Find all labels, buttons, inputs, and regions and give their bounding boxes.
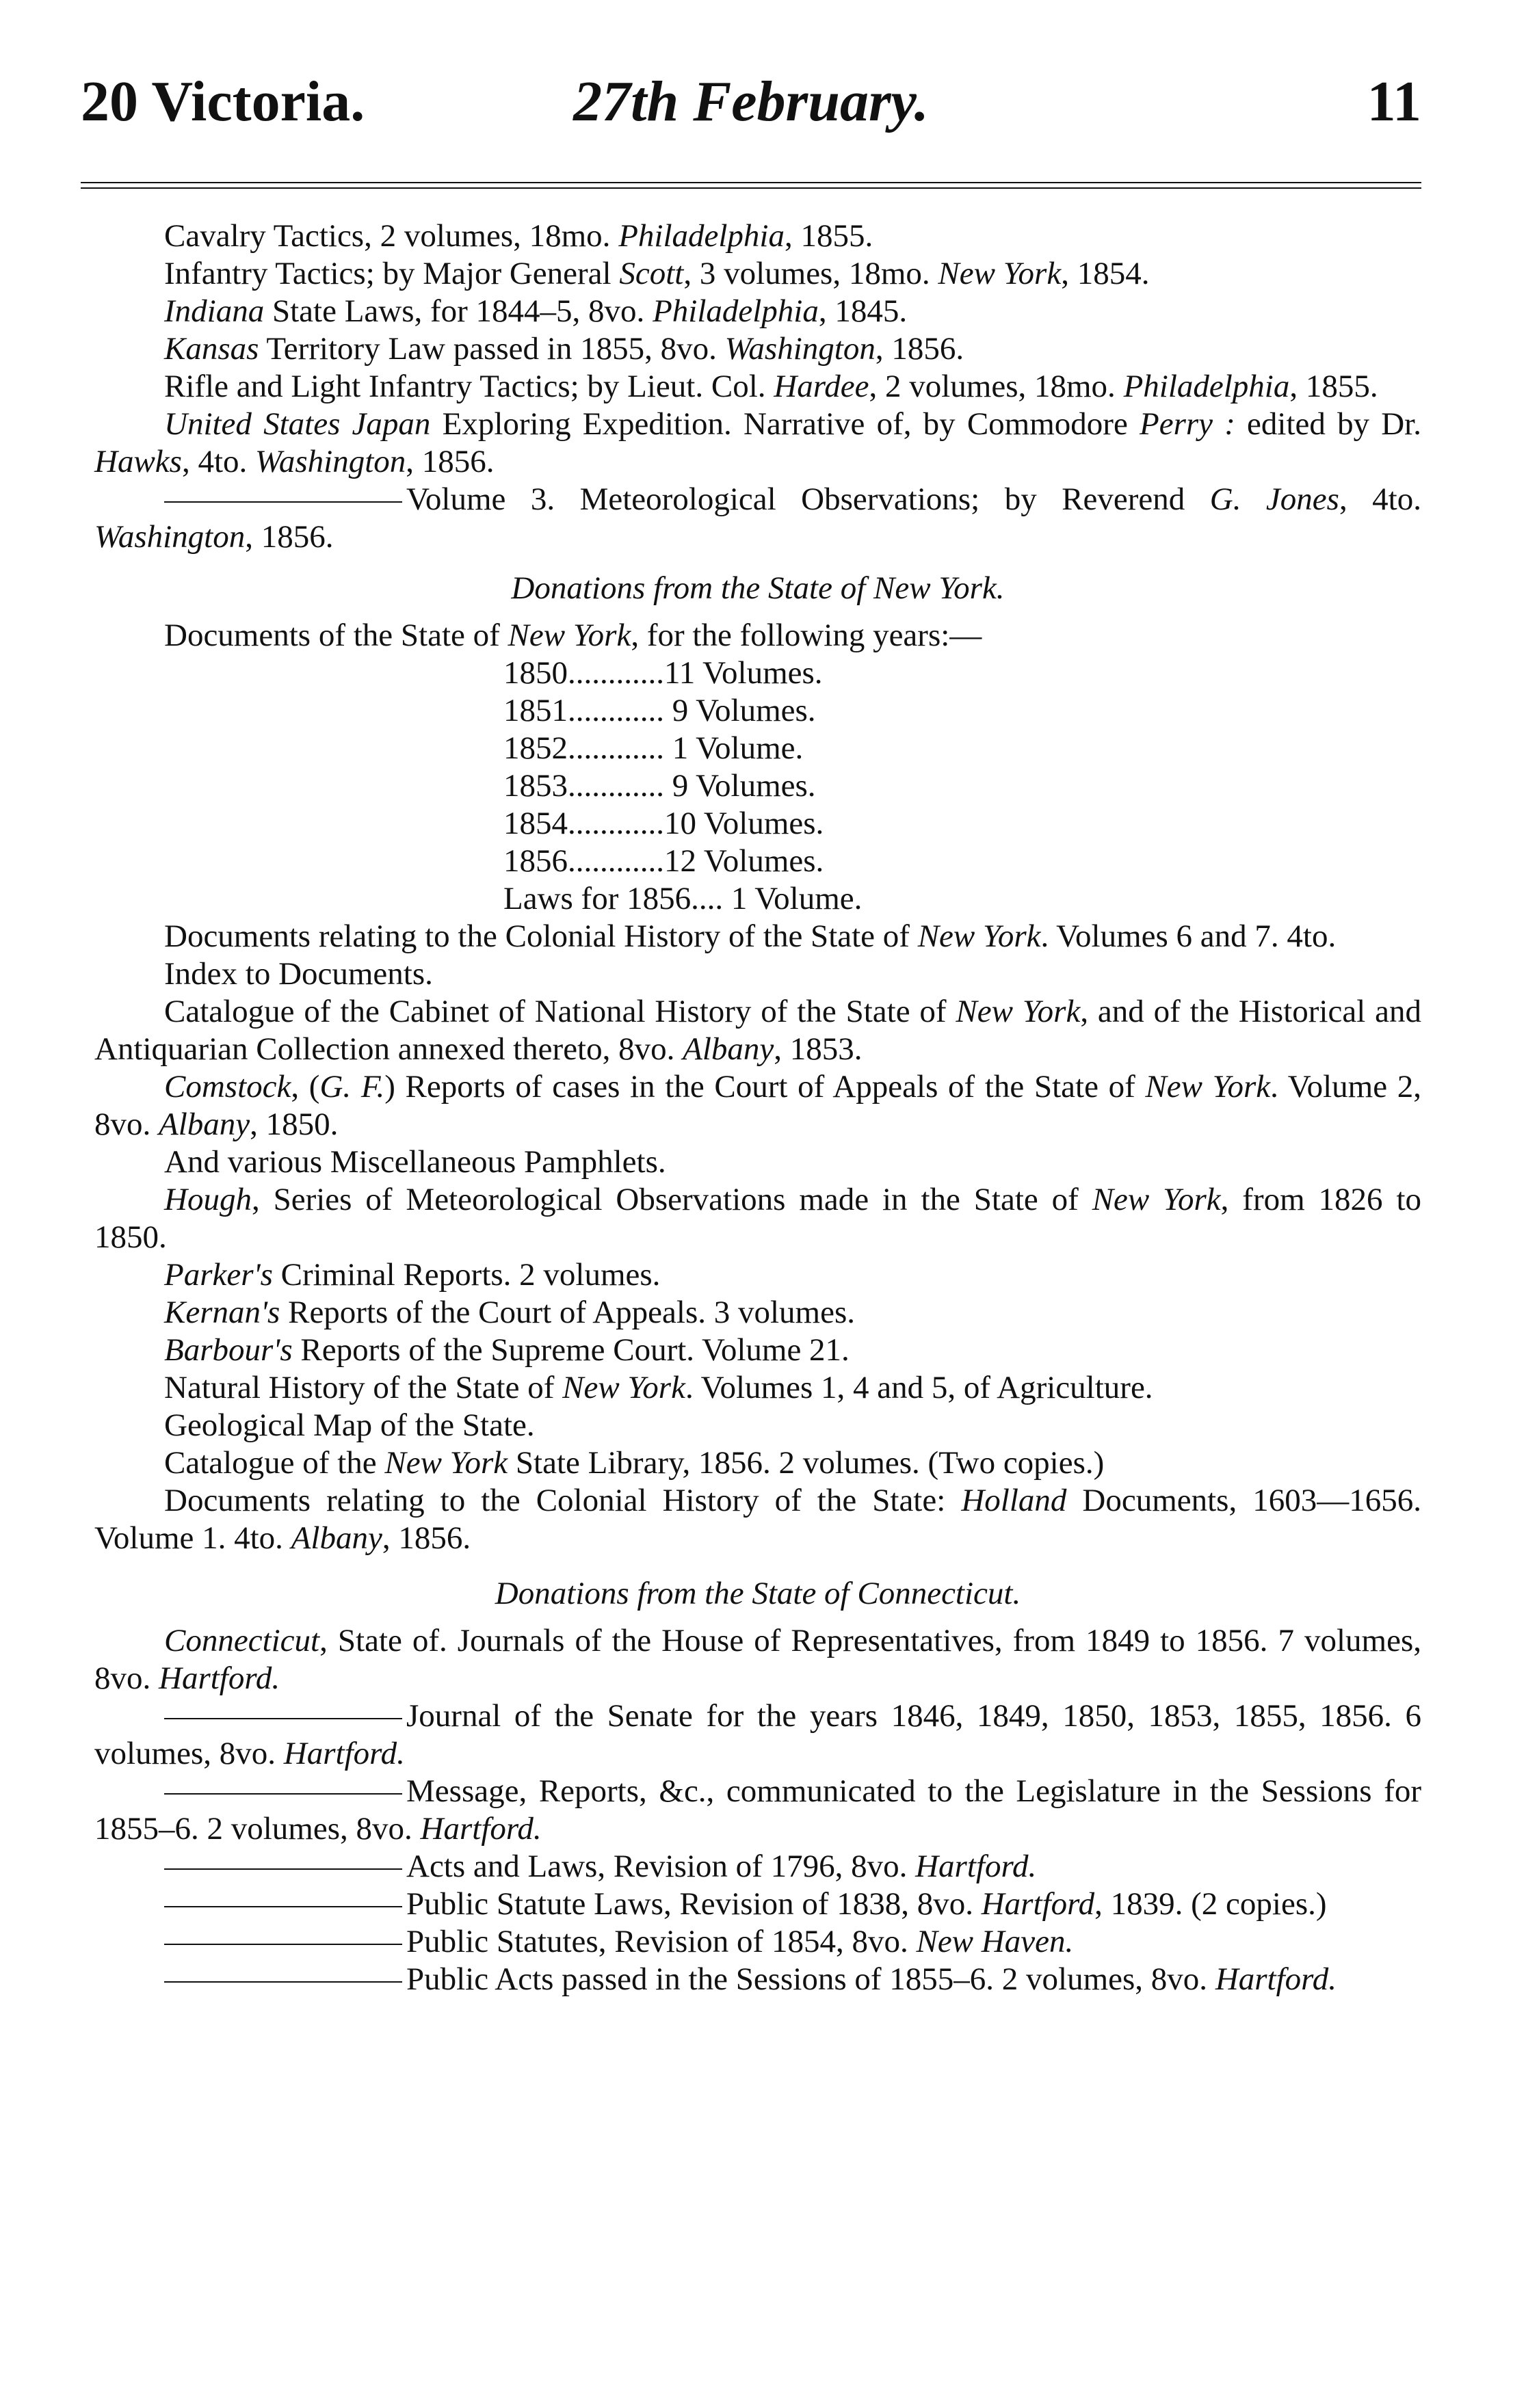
list-item: 1856............12 Volumes.	[503, 843, 824, 879]
ditto-rule	[164, 1793, 402, 1795]
header-rule-top	[81, 182, 1421, 183]
page-number: 11	[1367, 70, 1421, 133]
entry-cabinet-catalogue: Catalogue of the Cabinet of National History of the State of New York, and of the Historical and Antiquarian Collection annexed thereto, 8vo. Albany, 1853.	[94, 994, 1421, 1067]
entry-state-library-catalogue: Catalogue of the New York State Library, 1856. 2 volumes. (Two copies.)	[164, 1445, 1105, 1481]
entry-barbour-reports: Barbour's Reports of the Supreme Court. Volume 21.	[164, 1332, 850, 1368]
header-date: 27th February.	[573, 70, 929, 133]
entry-japan-expedition: United States Japan Exploring Expedition. Narrative of, by Commodore Perry : edited by Dr. Hawks, 4to. Washington, 1856.	[94, 406, 1421, 479]
list-item: 1852............ 1 Volume.	[503, 730, 804, 766]
entry-comstock-reports: Comstock, (G. F.) Reports of cases in the Court of Appeals of the State of New York. Volume 2, 8vo. Albany, 1850.	[94, 1069, 1421, 1142]
entry-miscellaneous-pamphlets: And various Miscellaneous Pamphlets.	[164, 1144, 666, 1180]
list-item: 1850............11 Volumes.	[503, 655, 823, 691]
ditto-rule	[164, 1944, 402, 1945]
ny-documents-year-list	[94, 654, 1421, 918]
page-body	[94, 217, 1421, 1998]
entry-natural-history: Natural History of the State of New York. Volumes 1, 4 and 5, of Agriculture.	[164, 1370, 1153, 1405]
list-item: Laws for 1856.... 1 Volume.	[503, 881, 863, 916]
entry-ny-documents: Documents of the State of New York, for the following years:—	[164, 618, 982, 653]
entry-rifle-tactics: Rifle and Light Infantry Tactics; by Lieut. Col. Hardee, 2 volumes, 18mo. Philadelphia, 1855.	[164, 369, 1378, 404]
entry-parker-reports: Parker's Criminal Reports. 2 volumes.	[164, 1257, 661, 1293]
section-heading-new-york: Donations from the State of New York.	[511, 570, 1005, 606]
entry-geological-map: Geological Map of the State.	[164, 1407, 535, 1443]
header-regnal-year: 20 Victoria.	[81, 70, 365, 133]
ditto-rule	[164, 1906, 402, 1907]
entry-ct-public-acts-1855: Public Acts passed in the Sessions of 1855–6. 2 volumes, 8vo. Hartford.	[94, 1961, 1421, 1998]
header-rule-bottom	[81, 187, 1421, 189]
entry-indiana-laws: Indiana State Laws, for 1844–5, 8vo. Philadelphia, 1845.	[164, 293, 908, 329]
entry-kernan-reports: Kernan's Reports of the Court of Appeals. 3 volumes.	[164, 1295, 856, 1330]
list-item: 1853............ 9 Volumes.	[503, 768, 816, 804]
running-header	[81, 68, 1421, 137]
entry-ct-senate-journal: Journal of the Senate for the years 1846, 1849, 1850, 1853, 1855, 1856. 6 volumes, 8vo. Hartford.	[94, 1698, 1421, 1771]
entry-holland-documents: Documents relating to the Colonial History of the State: Holland Documents, 1603—1656. Volume 1. 4to. Albany, 1856.	[94, 1483, 1421, 1556]
entry-infantry-tactics: Infantry Tactics; by Major General Scott, 3 volumes, 18mo. New York, 1854.	[164, 256, 1150, 291]
entry-ct-acts-laws-1796: Acts and Laws, Revision of 1796, 8vo. Hartford.	[94, 1848, 1421, 1886]
list-item: 1854............10 Volumes.	[503, 806, 824, 841]
ditto-rule	[164, 501, 402, 503]
entry-hough-observations: Hough, Series of Meteorological Observations made in the State of New York, from 1826 to 1850.	[94, 1182, 1421, 1255]
entry-index-documents: Index to Documents.	[164, 956, 433, 992]
entry-colonial-history: Documents relating to the Colonial History of the State of New York. Volumes 6 and 7. 4to.	[164, 918, 1337, 954]
entry-kansas-law: Kansas Territory Law passed in 1855, 8vo. Washington, 1856.	[164, 331, 964, 367]
ditto-rule	[164, 1718, 402, 1719]
entry-ct-statute-laws-1838: Public Statute Laws, Revision of 1838, 8vo. Hartford, 1839. (2 copies.)	[94, 1886, 1421, 1923]
entry-ct-statutes-1854: Public Statutes, Revision of 1854, 8vo. New Haven.	[94, 1923, 1421, 1961]
ditto-rule	[164, 1868, 402, 1870]
entry-ct-message-reports: Message, Reports, &c., communicated to the Legislature in the Sessions for 1855–6. 2 volumes, 8vo. Hartford.	[94, 1773, 1421, 1847]
entry-ct-house-journals: Connecticut, State of. Journals of the House of Representatives, from 1849 to 1856. 7 volumes, 8vo. Hartford.	[94, 1623, 1421, 1696]
section-heading-connecticut: Donations from the State of Connecticut.	[495, 1576, 1021, 1611]
ditto-rule	[164, 1981, 402, 1983]
entry-cavalry-tactics: Cavalry Tactics, 2 volumes, 18mo. Philadelphia, 1855.	[164, 218, 873, 254]
list-item: 1851............ 9 Volumes.	[503, 693, 816, 728]
entry-japan-volume-3: Volume 3. Meteorological Observations; by Reverend G. Jones, 4to. Washington, 1856.	[94, 481, 1421, 555]
